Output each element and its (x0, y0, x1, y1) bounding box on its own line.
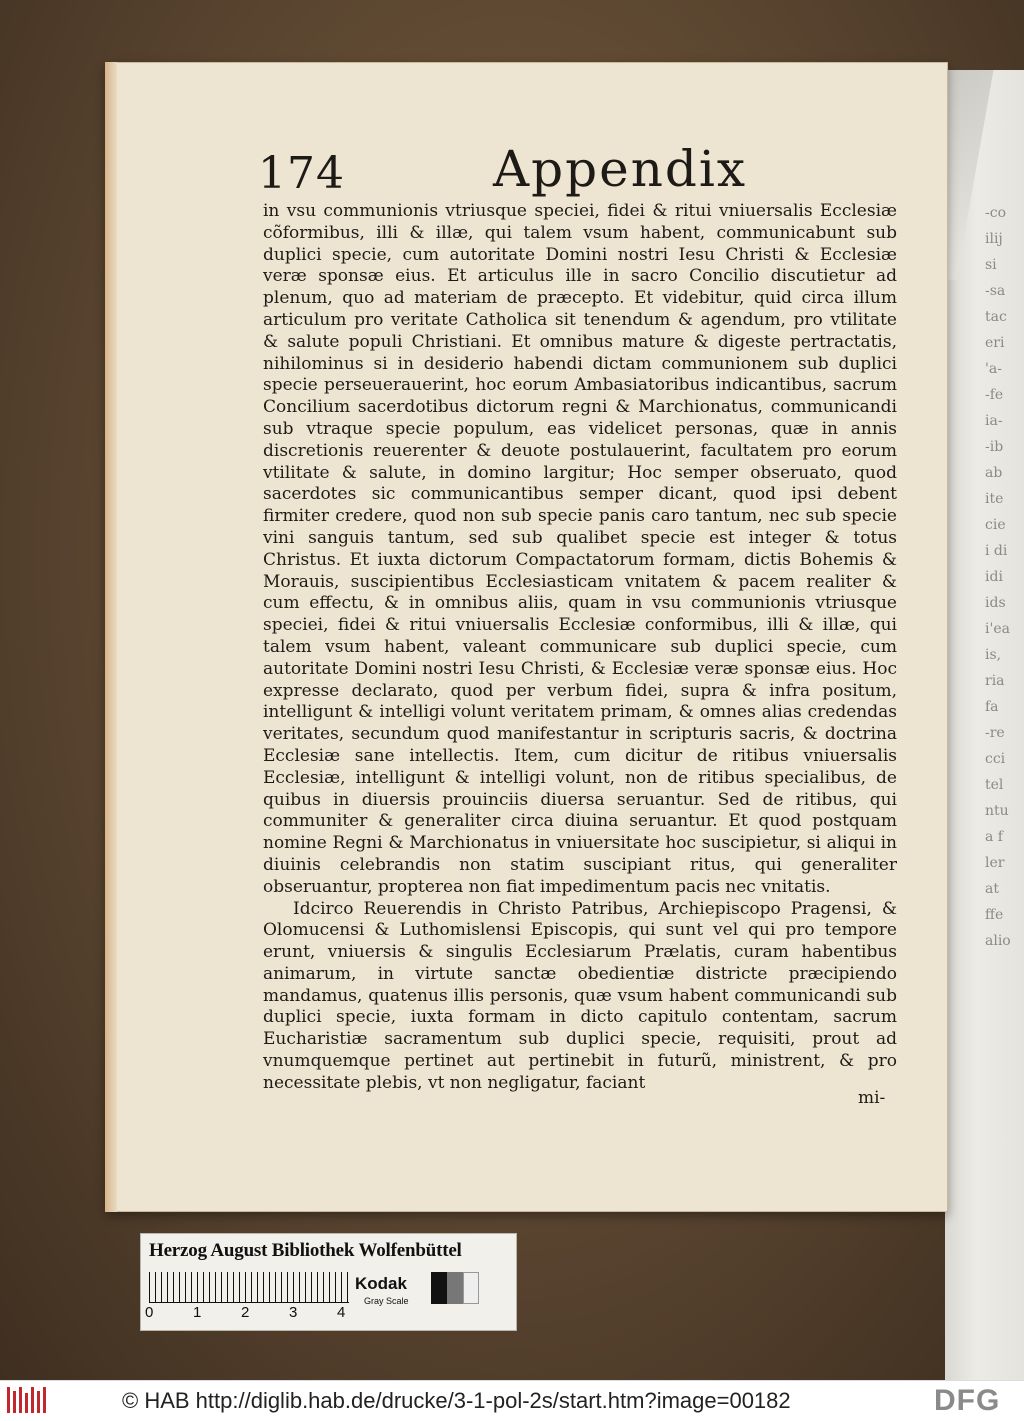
color-calibration-card (140, 1233, 517, 1331)
neighbor-text-fragment: i di (985, 543, 1008, 559)
neighbor-text-fragment: ffe (985, 907, 1004, 923)
ruler-number: 2 (241, 1304, 250, 1321)
neighbor-text-fragment: -sa (985, 283, 1006, 299)
hab-logo-icon (6, 1385, 48, 1415)
dfg-logo: DFG (934, 1384, 1001, 1417)
neighbor-text-fragment: is, (985, 647, 1002, 663)
page-header (258, 140, 898, 200)
ruler-number: 1 (193, 1304, 202, 1321)
copyright-link[interactable]: © HAB http://diglib.hab.de/drucke/3-1-pol-2s/start.htm?image=00182 (122, 1388, 791, 1413)
neighbor-text-fragment: idi (985, 569, 1003, 585)
neighbor-text-fragment: ab (985, 465, 1003, 481)
neighbor-text-fragment: ler (985, 855, 1005, 871)
neighbor-text-fragment: cie (985, 517, 1006, 533)
library-name: Herzog August Bibliothek Wolfenbüttel (149, 1240, 462, 1261)
neighbor-text-fragment: ntu (985, 803, 1009, 819)
gray-swatch (447, 1272, 463, 1304)
page-number: 174 (258, 148, 345, 199)
paragraph: in vsu communionis vtriusque speciei, fidei & ritui vniuersalis Ecclesiæ cõformibus, illi & illæ, qui talem vsum habent, communicabunt sub duplici specie, cum autoritate Domini nostri Iesu Christi & Ecclesiæ veræ sponsæ eius. Et articulus ille in sacro Concilio discutietur ad plenum, quo ad materiam de præcepto. Et videbitur, quid circa illum articulum pro veritate Catholica sit tenendum & agendum, pro vtilitate & salute populi Christiani. Et omnibus mature & digeste pertractatis, nihilominus si in desiderio habendi dictam communionem sub duplici specie perseuerauerint, hoc eorum Ambasiatoribus indicantibus, sacrum Concilium sacerdotibus dictorum regni & Marchionatus, communicandi sub vtraque specie populum, eas videlicet personas, quæ in annis discretionis reuerenter & deuote postulauerint, facultatem pro eorum vtilitate & salute, in domino largitur; Hoc semper obseruato, quod sacerdotes sic communicantibus semper dicant, quod ipsi debent firmiter credere, quod non sub specie panis caro tantum, nec sub specie vini sanguis tantum, sed sub qualibet specie est integer & totus Christus. Et iuxta dictorum Compactatorum formam, dictis Bohemis & Morauis, suscipientibus Ecclesiasticam vnitatem & pacem realiter & cum effectu, & in omnibus aliis, quam in vsu communionis vtriusque speciei, fidei & ritui vniuersalis Ecclesiæ conformibus, illi & illæ, qui talem vsum habent, valeant communicare sub duplici specie, cum autoritate Domini nostri Iesu Christi, & Ecclesiæ veræ sponsæ eius. Hoc expresse declarato, quod per verbum fidei, supra & infra positum, intelligunt & intelligi volunt veritatem primam, & omnes alias credendas veritates, secundum quod manifestantur in scripturis sacris, & doctrina Ecclesiæ sane intellectis. Item, cum dicitur de ritibus vniuersalis Ecclesiæ, intelligunt & intelligi volunt, non de ritibus specialibus, de quibus in diuersis prouinciis diuersa seruantur. Sed de ritibus, qui communiter & generaliter circa diuina seruantur. Et quod postquam nomine Regni & Marchionatus in vniuersitate hoc suscipietur, si aliqui in diuinis celebrandis non statim suscipiant ritus, qui generaliter obseruantur, propterea non fiat impedimentum pacis nec vnitatis. (263, 201, 897, 897)
white-swatch (463, 1272, 479, 1304)
neighbor-text-fragment: tel (985, 777, 1004, 793)
ruler-number: 4 (337, 1304, 346, 1321)
gray-scale-label: Gray Scale (364, 1296, 409, 1306)
neighbor-text-fragment: si (985, 257, 997, 273)
neighbor-text-fragment: at (985, 881, 999, 897)
running-head: Appendix (493, 140, 748, 198)
paragraph: Idcirco Reuerendis in Christo Patribus, Archiepiscopo Pragensi, & Olomucensi & Luthomislensi Episcopis, qui sunt vel qui pro tempore erunt, vniuersis & singulis Ecclesiarum Prælatis, curam habentibus animarum, in virtute sanctæ obedientiæ districte præcipiendo mandamus, quatenus illis personis, quæ vsum habent communicandi sub duplici specie, iuxta formam in dicto capitulo contentam, sacrum Eucharistiæ sacramentum sub duplici specie, requisiti, prout ad vnumquemque pertinet aut pertinebit in futurũ, ministrent, & pro necessitate plebis, vt non negligatur, faciant (263, 898, 897, 1093)
neighbor-text-fragment: i'ea (985, 621, 1010, 637)
neighbor-text-fragment: alio (985, 933, 1011, 949)
gray-swatches (431, 1272, 479, 1304)
body-text (263, 201, 897, 1095)
neighbor-text-fragment: a f (985, 829, 1003, 845)
ruler-number: 0 (145, 1304, 154, 1321)
neighbor-text-fragment: -ib (985, 439, 1004, 455)
neighbor-text-fragment: eri (985, 335, 1005, 351)
kodak-logo: Kodak (355, 1274, 407, 1293)
neighbor-page-text (985, 200, 1024, 949)
neighbor-text-fragment: -re (985, 725, 1005, 741)
footer-bar (0, 1380, 1024, 1421)
catchword: mi- (858, 1088, 886, 1108)
neighbor-text-fragment: -fe (985, 387, 1004, 403)
neighbor-text-fragment: ria (985, 673, 1005, 689)
ruler-number: 3 (289, 1304, 298, 1321)
ruler-numbers (145, 1304, 355, 1324)
page-edge (105, 62, 117, 1212)
neighbor-text-fragment: cci (985, 751, 1006, 767)
ruler-scale (149, 1272, 349, 1303)
neighbor-text-fragment: -co (985, 205, 1006, 221)
neighbor-text-fragment: tac (985, 309, 1007, 325)
neighbor-text-fragment: fa (985, 699, 999, 715)
neighbor-text-fragment: ite (985, 491, 1004, 507)
neighbor-text-fragment: ilij (985, 231, 1003, 247)
neighbor-text-fragment: ia- (985, 413, 1003, 429)
black-swatch (431, 1272, 447, 1304)
neighbor-text-fragment: 'a- (985, 361, 1002, 377)
neighbor-text-fragment: ids (985, 595, 1006, 611)
